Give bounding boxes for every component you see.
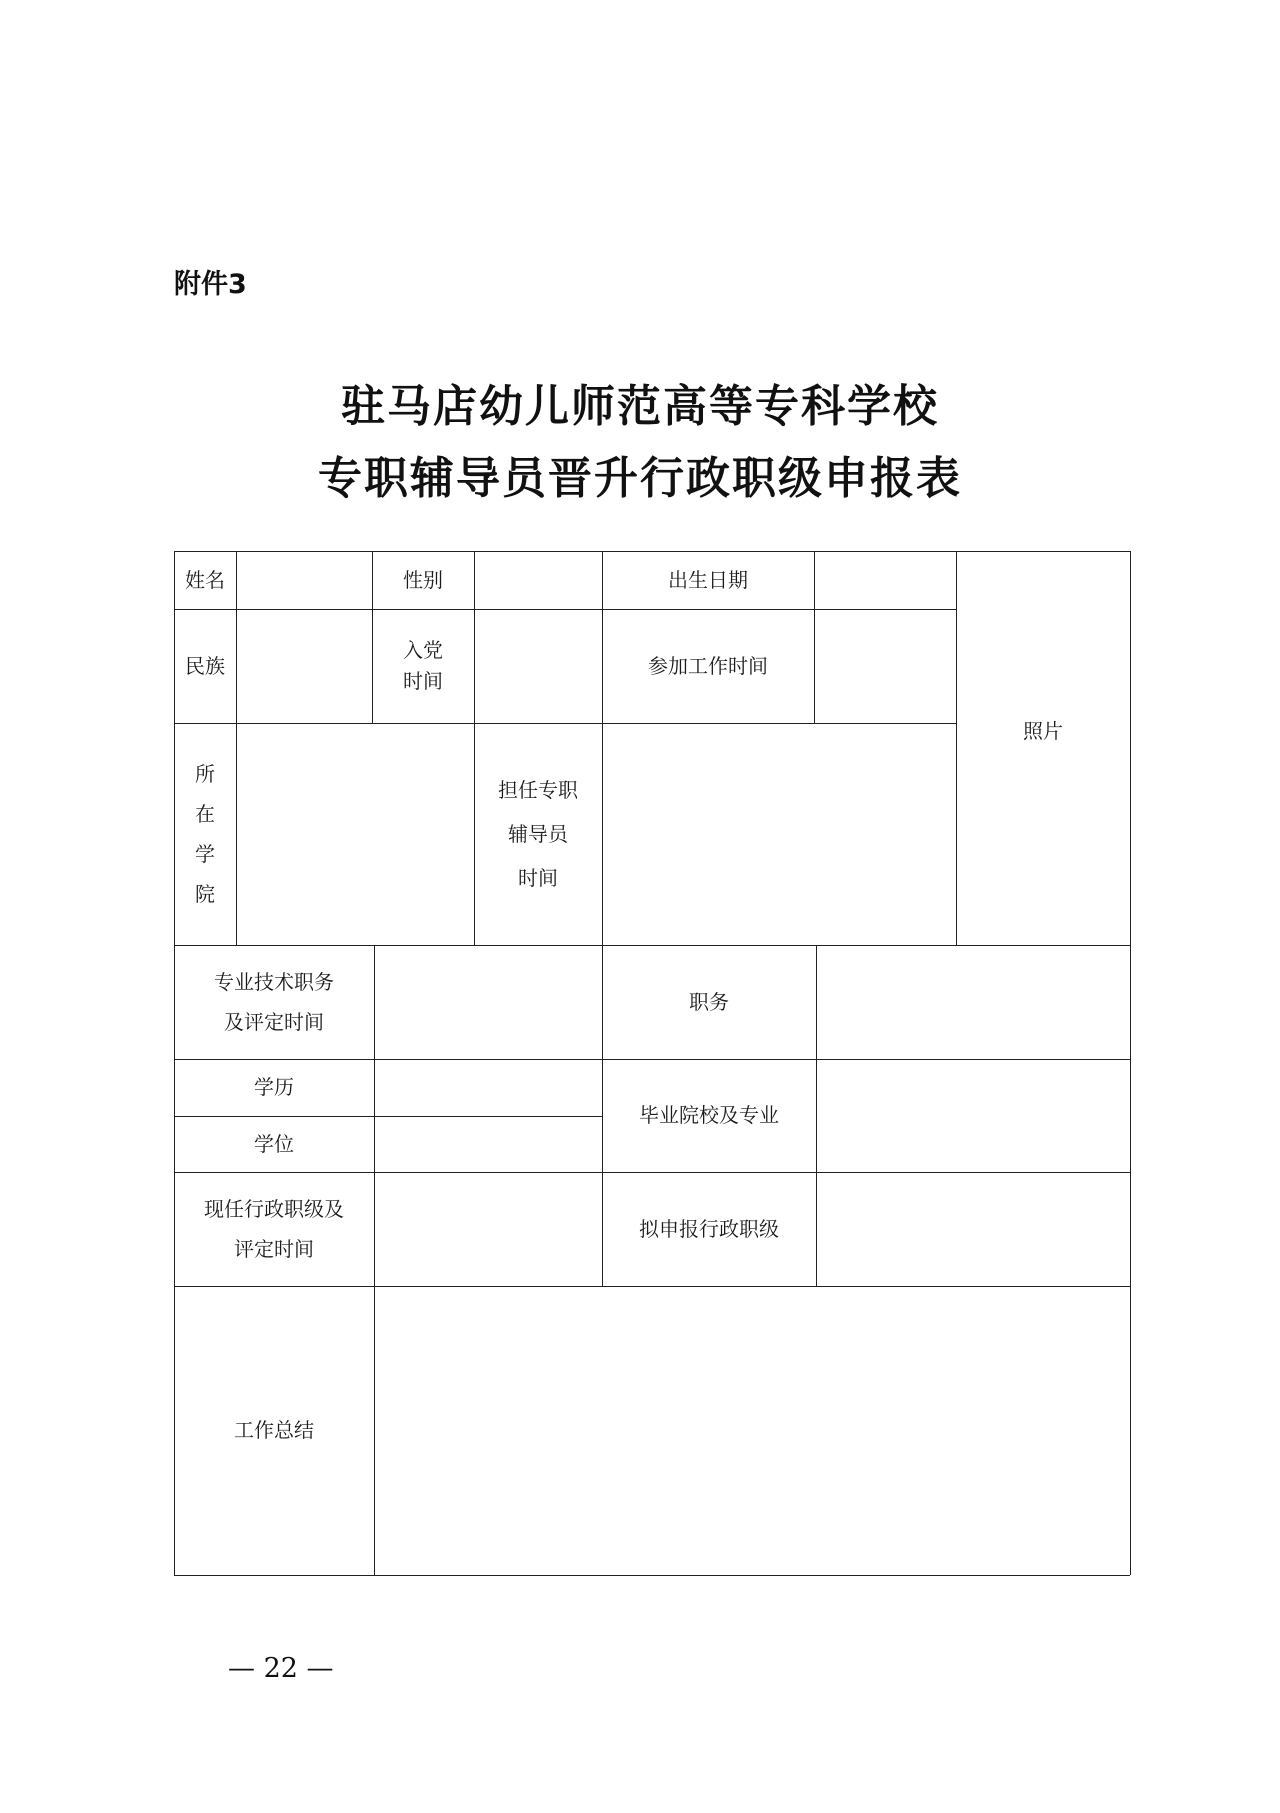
label-college-char: 院 [195, 882, 215, 906]
label-education: 学历 [254, 1075, 294, 1099]
label-current-rank-line1: 现任行政职级及 [204, 1197, 344, 1221]
label-professional-title [174, 945, 374, 1059]
page-number: — 22 — [228, 1653, 334, 1684]
col-line [816, 945, 817, 1286]
label-birth-date: 出生日期 [668, 567, 748, 592]
label-party-join-time [372, 609, 474, 723]
label-gender: 性别 [403, 567, 443, 592]
table-border-right [1130, 551, 1131, 1575]
label-counselor-line3: 时间 [518, 866, 558, 890]
label-party-join-line1: 入党 [403, 638, 443, 662]
table-border-bottom [174, 1575, 1130, 1576]
label-name: 姓名 [185, 567, 225, 592]
col-line [236, 551, 237, 945]
label-college-char: 在 [195, 802, 215, 826]
application-form-table [174, 551, 1130, 1575]
label-position: 职务 [689, 989, 729, 1014]
label-counselor-time [474, 723, 602, 945]
document-title-line2: 专职辅导员晋升行政职级申报表 [318, 453, 962, 504]
label-current-rank [174, 1172, 374, 1286]
label-counselor-line2: 辅导员 [508, 822, 568, 846]
label-current-rank-line2: 评定时间 [234, 1237, 314, 1261]
document-title-line1: 驻马店幼儿师范高等专科学校 [341, 381, 939, 432]
label-college [174, 723, 236, 945]
label-counselor-line1: 担任专职 [498, 778, 578, 802]
label-photo: 照片 [1023, 718, 1063, 743]
label-college-char: 所 [195, 762, 215, 786]
label-party-join-line2: 时间 [403, 669, 443, 693]
label-work-summary: 工作总结 [234, 1418, 314, 1442]
label-college-char: 学 [195, 842, 215, 866]
col-line [814, 551, 815, 723]
col-line [374, 945, 375, 1575]
attachment-label: 附件3 [174, 269, 247, 300]
label-work-start-time: 参加工作时间 [648, 653, 768, 678]
label-degree: 学位 [254, 1131, 294, 1156]
row-line [174, 609, 956, 610]
label-professional-title-line2: 及评定时间 [224, 1010, 324, 1034]
label-ethnicity: 民族 [185, 653, 225, 678]
label-graduate-school: 毕业院校及专业 [639, 1103, 779, 1127]
label-professional-title-line1: 专业技术职务 [214, 970, 334, 994]
label-proposed-rank: 拟申报行政职级 [639, 1216, 779, 1241]
